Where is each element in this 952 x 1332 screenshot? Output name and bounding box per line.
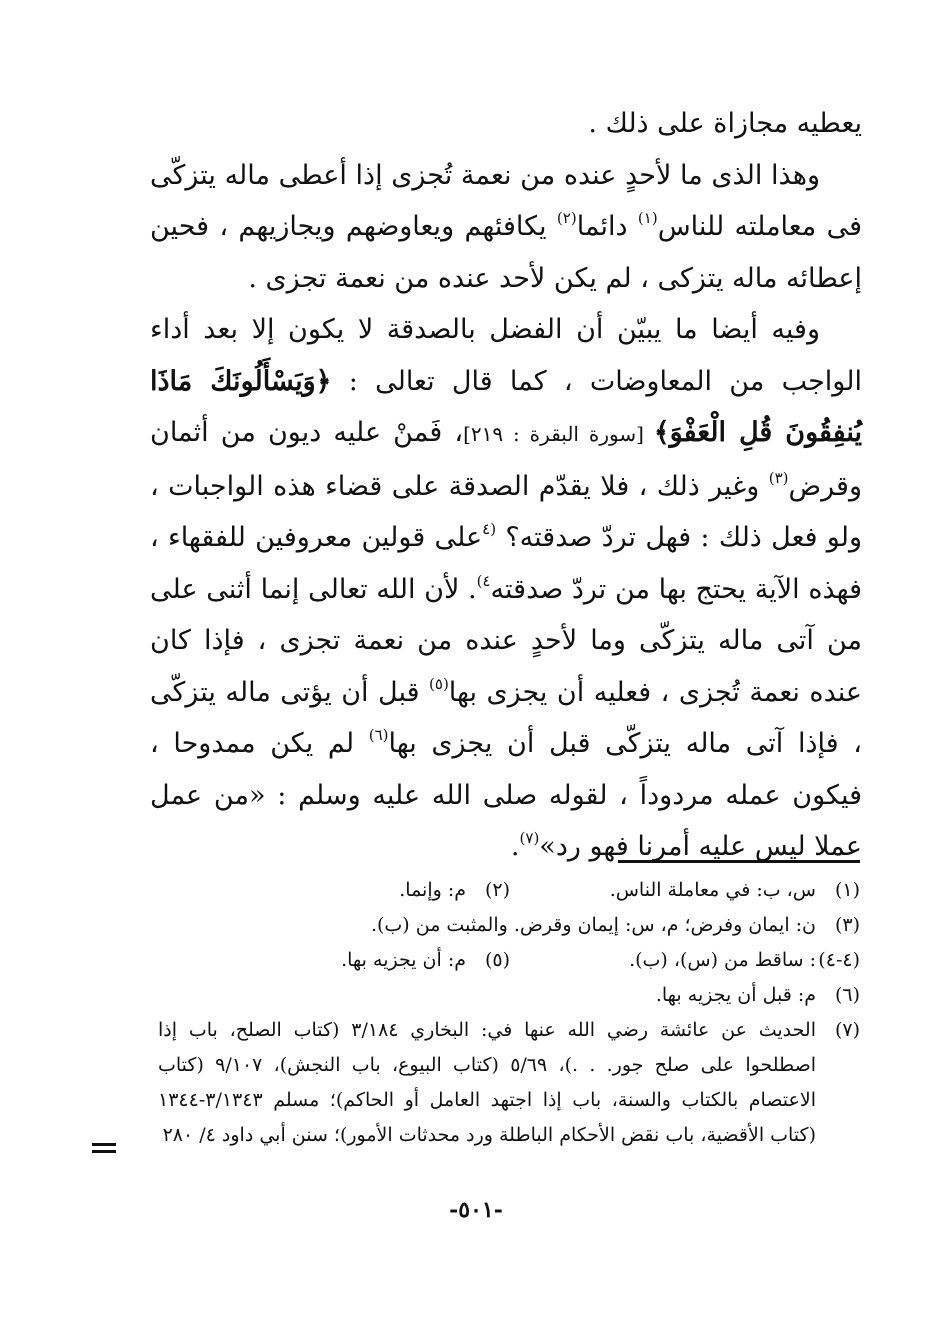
footnote-5-text: م: أن يجزيه بها.: [341, 949, 466, 971]
footnote-ref-2: (٢): [556, 209, 577, 227]
marker-line-top: [92, 1143, 116, 1146]
footnote-3-text: ن: ايمان وفرض؛ م، س: إيمان وقرض. والمثبت من (ب).: [370, 914, 816, 936]
footnote-row-1-2: [158, 873, 860, 908]
footnote-5: [160, 943, 510, 978]
footnote-5-number: (٥): [484, 949, 510, 971]
footnote-row-4-5: [158, 943, 860, 978]
paragraph-3-text-b: ، فَمنْ عليه ديون من أثمان وقرض: [150, 417, 862, 502]
footnote-1-number: (١): [834, 879, 860, 901]
footnote-4: [510, 943, 860, 978]
footnote-ref-6: (٦): [368, 726, 389, 744]
continuation-marker: [92, 1143, 116, 1157]
footnote-ref-5: (٥): [429, 674, 449, 693]
main-text: [150, 98, 862, 873]
footnote-7: [158, 1013, 860, 1153]
paragraph-2-text-b: دائما: [576, 211, 638, 242]
paragraph-3-text-g: لم يكن ممدوحا ، فيكون عمله مردوداً ، لقوله صلى الله عليه وسلم : «من عمل عملا ليس عليه أمرنا فهو رد»: [150, 728, 862, 862]
footnote-3: [158, 908, 860, 943]
footnote-ref-1: (١): [637, 209, 658, 227]
footnote-ref-3: (٣): [768, 468, 789, 487]
paragraph-2: [150, 150, 862, 305]
paragraph-3-text-h: .: [510, 831, 520, 862]
footnote-2-number: (٢): [484, 879, 510, 901]
footnote-1: [510, 873, 860, 908]
paragraph-3-text-e: . لأن الله تعالى إنما أثنى على من آتى ماله يتزكّى وما لأحدٍ عنده من نعمة تجزى ، فإذا كان عنده نعمة تُجزى ، فعليه أن يجزى بها: [150, 573, 863, 708]
footnote-3-number: (٣): [834, 914, 860, 936]
paragraph-3: [150, 304, 862, 873]
page-number: -٥٠١-: [449, 1197, 503, 1223]
footnote-ref-7: (٧): [519, 829, 540, 847]
footnote-separator: [618, 860, 860, 863]
paragraph-1-text: يعطيه مجازاة على ذلك .: [588, 108, 862, 139]
footnote-2-text: م: وإنما.: [399, 879, 466, 901]
paragraph-3-text-f: قبل أن يؤتى ماله يتزكّى ، فإذا آتى ماله يتزكّى قبل أن يجزى بها: [150, 676, 862, 759]
paragraph-3-text-c: وغير ذلك ، فلا يقدّم الصدقة على قضاء هذه الواجبات ، ولو فعل ذلك : فهل تردّ صدقته؟: [150, 470, 863, 553]
footnote-2: [160, 873, 510, 908]
footnote-1-text: س، ب: في معاملة الناس.: [609, 879, 816, 901]
paragraph-1: [150, 98, 862, 150]
paragraph-3-text-a: وفيه أيضا ما يبيّن أن الفضل بالصدقة لا يكون إلا بعد أداء الواجب من المعاوضات ، كما قال تعالى :: [150, 314, 862, 397]
footnote-6: [158, 978, 860, 1013]
footnote-ref-4-start: (٤: [482, 520, 497, 538]
footnote-6-text: م: قبل أن يجزيه بها.: [655, 984, 816, 1006]
footnote-7-text: الحديث عن عائشة رضي الله عنها في: البخاري ٣/١٨٤ (كتاب الصلح، باب إذا اصطلحوا على صلح جور. . .)، ٥/٦٩ (كتاب البيوع، باب النجش)، ٩/١٠٧ (كتاب الاعتصام بالكتاب والسنة، باب إذا اجتهد العامل أو الحاكم)؛ مسلم ٣/١٣٤٣-١٣٤٤ (كتاب الأقضية، باب نقض الأحكام الباطلة ورد محدثات الأمور)؛ سنن أبي داود ٤/ ٢٨٠: [158, 1019, 816, 1146]
verse-reference: [سورة البقرة : ٢١٩]: [463, 422, 654, 446]
quran-verse: ﴿وَيَسْأَلُونَكَ مَاذَا يُنفِقُونَ قُلِ الْعَفْوَ﴾: [150, 365, 862, 448]
footnote-6-number: (٦): [834, 984, 860, 1006]
marker-line-bottom: [92, 1150, 116, 1153]
footnote-ref-4-end: ٤): [476, 571, 491, 590]
footnote-7-number: (٧): [834, 1019, 860, 1041]
footnote-4-text: : ساقط من (س)، (ب).: [629, 949, 816, 971]
paragraph-2-text-a: وهذا الذى ما لأحدٍ عنده من نعمة تُجزى إذا أعطى ماله يتزكّى فى معاملته للناس: [150, 159, 862, 242]
footnote-4-number: (٤-٤): [818, 949, 860, 971]
paragraph-2-text-c: يكافئهم ويعاوضهم ويجازيهم ، فحين إعطائه ماله يتزكى ، لم يكن لأحد عنده من نعمة تجزى .: [150, 211, 862, 294]
footnotes: [158, 873, 860, 1153]
paragraph-3-text-d: على قولين معروفين للفقهاء ، فهذه الآية يحتج بها من تردّ صدقته: [150, 522, 862, 605]
